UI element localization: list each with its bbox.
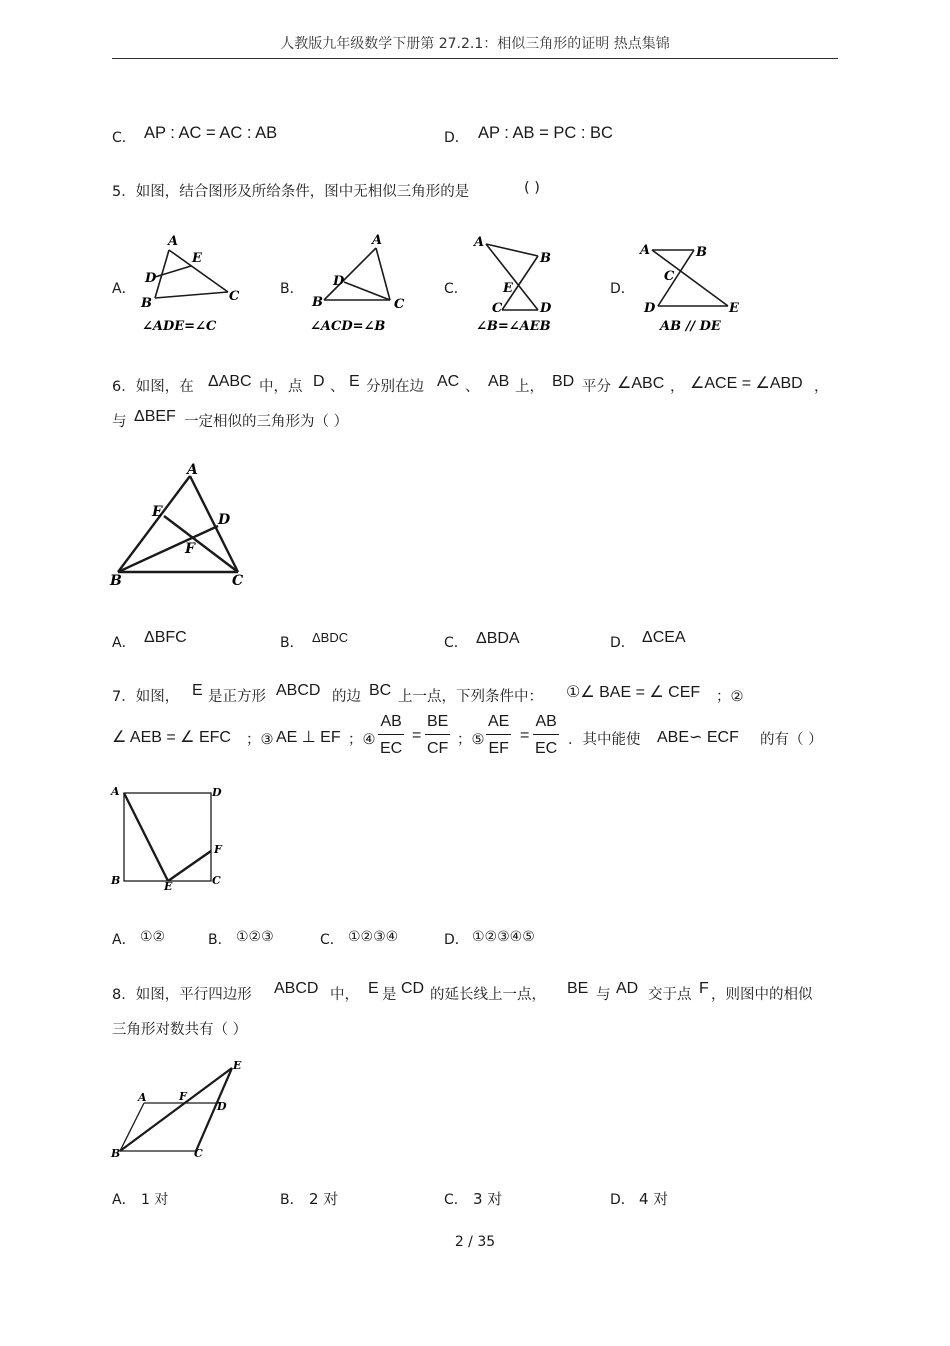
q6-option-b-text: ΔBDC [312, 630, 349, 645]
page-number: 2 / 35 [454, 1234, 496, 1250]
q7-option-c-text: ①②③④ [348, 929, 399, 945]
q7-stem-2: 是正方形 [208, 689, 266, 705]
q6-angle-condition: ∠ACE = ∠ABD [690, 375, 803, 392]
q5c-caption: ∠B=∠AEB [476, 319, 551, 334]
q6-label-d: D [218, 512, 231, 528]
q8-option-b-letter: B． [280, 1192, 304, 1208]
q5c-label-d: D [540, 301, 552, 316]
q7-frac2-denominator: CF [427, 740, 449, 757]
q8-label-c: C [194, 1147, 203, 1160]
q6-stem-4: 分别在边 [366, 379, 424, 395]
q6-stem-9: ， [814, 379, 829, 395]
q7-option-a-text: ①② [140, 929, 166, 945]
q5-option-b-letter: B． [280, 281, 304, 297]
q7-figure [108, 782, 228, 892]
q7-option-b-text: ①②③ [236, 929, 274, 945]
q4-option-d-letter: D． [444, 130, 469, 146]
q7-option-d-letter: D． [444, 932, 469, 948]
q5d-label-a: A [640, 243, 651, 258]
q8-stem-8: 三角形对数共有（ ） [112, 1022, 248, 1038]
q5c-label-a: A [474, 235, 485, 250]
header-rule [112, 58, 838, 59]
q6-stem-2: 中，点 [259, 379, 303, 395]
q8-label-a: A [138, 1091, 147, 1104]
q8-option-b-text: 2 对 [309, 1190, 339, 1208]
q6-option-c-letter: C． [444, 635, 468, 651]
q6-option-d-text: ΔCEA [642, 629, 686, 646]
q6-stem-11: 一定相似的三角形为（ ） [184, 414, 349, 430]
q7-sep-3: ；③ [246, 732, 274, 748]
q7-label-d: D [212, 786, 222, 799]
q7-option-c-letter: C． [320, 932, 344, 948]
q5d-label-d: D [644, 301, 656, 316]
q7-similar-triangles: ABE∽ ECF [657, 729, 739, 746]
q6-stem-3: 、 [330, 379, 345, 395]
q5-figure-d [636, 230, 746, 338]
q5a-label-e: E [192, 251, 202, 266]
q7-frac1-denominator: EC [380, 740, 403, 757]
q5c-label-e: E [503, 281, 513, 296]
q6-label-b: B [110, 573, 122, 589]
q7-condition-3: AE ⊥ EF [276, 729, 341, 746]
q7-option-a-letter: A． [112, 932, 136, 948]
q7-stem-1: 7．如图， [112, 689, 180, 705]
q8-option-a-text: 1 对 [141, 1192, 169, 1208]
q6-point-e: E [349, 373, 360, 390]
q7-sep-4: ；④ [348, 732, 376, 748]
q6-option-a-text: ΔBFC [144, 629, 187, 646]
q7-square-abcd: ABCD [276, 682, 321, 699]
q6-option-d-letter: D． [610, 635, 635, 651]
q5-figure-a [138, 230, 248, 338]
q4-option-d-text: AP : AB = PC : BC [478, 124, 613, 142]
q8-option-a-letter: A． [112, 1192, 136, 1208]
q7-sep-5: ；⑤ [457, 732, 485, 748]
q5a-caption: ∠ADE=∠C [142, 319, 217, 334]
q5c-label-b: B [540, 251, 551, 266]
q5a-label-c: C [229, 289, 240, 304]
q8-stem-7: ，则图中的相似 [711, 987, 813, 1003]
q8-side-ad: AD [616, 980, 639, 997]
q5a-label-b: B [141, 296, 152, 311]
q6-stem-8: ， [670, 379, 685, 395]
q7-frac4-denominator: EC [535, 740, 558, 757]
q7-condition-1: ①∠ BAE = ∠ CEF [566, 684, 701, 701]
q6-stem-7: 平分 [582, 379, 611, 395]
q7-option-b-letter: B． [208, 932, 232, 948]
q4-option-c-letter: C． [112, 130, 136, 146]
q7-label-e: E [164, 880, 173, 892]
q7-condition-2: ∠ AEB = ∠ EFC [112, 729, 231, 746]
q5d-label-b: B [696, 245, 707, 260]
q7-side-bc: BC [369, 682, 392, 699]
q8-stem-3: 是 [382, 987, 397, 1003]
q6-label-c: C [232, 573, 244, 589]
q5-option-a-letter: A． [112, 281, 136, 297]
q4-option-c-text: AP : AC = AC : AB [144, 124, 278, 142]
q7-equals-2: = [520, 727, 530, 744]
q7-stem-7: 的有（ ） [760, 732, 823, 748]
q5b-label-a: A [372, 233, 383, 248]
q6-stem-6: 上， [515, 379, 544, 395]
q7-frac2-numerator: BE [425, 712, 450, 735]
q7-stem-5: ；② [716, 689, 744, 705]
q5-answer-paren: ( ) [524, 180, 540, 196]
q8-stem-1: 8．如图，平行四边形 [112, 987, 252, 1003]
q6-stem-10: 与 [112, 414, 127, 430]
q6-label-f: F [185, 541, 195, 557]
q6-side-ac: AC [437, 373, 460, 390]
q7-fraction-be-cf [425, 712, 450, 759]
q6-segment-bd: BD [552, 373, 575, 390]
q6-side-ab: AB [488, 373, 510, 390]
q5a-label-d: D [145, 271, 157, 286]
q6-option-a-letter: A． [112, 635, 136, 651]
q7-option-d-text: ①②③④⑤ [472, 929, 535, 945]
q6-label-e: E [152, 504, 163, 520]
q8-label-b: B [111, 1147, 121, 1160]
q5c-label-c: C [492, 301, 503, 316]
q7-fraction-ae-ef [486, 712, 511, 759]
q8-option-d-text: 4 对 [639, 1190, 669, 1208]
q8-option-c-letter: C． [444, 1192, 468, 1208]
q5-option-d-letter: D． [610, 281, 635, 297]
q8-option-c-text: 3 对 [473, 1190, 503, 1208]
q8-label-d: D [217, 1100, 227, 1113]
q6-option-c-text: ΔBDA [476, 630, 520, 647]
q8-figure [108, 1056, 248, 1162]
q7-stem-3: 的边 [332, 689, 361, 705]
q5b-label-b: B [312, 295, 323, 310]
q6-angle-abc: ∠ABC [617, 375, 665, 392]
q6-triangle-abc: ΔABC [208, 373, 252, 390]
q8-option-d-letter: D． [610, 1192, 635, 1208]
q6-triangle-bef: ΔBEF [134, 408, 176, 425]
q8-side-cd: CD [401, 980, 425, 997]
q5a-label-a: A [168, 234, 179, 249]
q5-figure-b [306, 230, 416, 338]
q7-label-a: A [111, 785, 120, 798]
q7-stem-6: ．其中能使 [568, 732, 641, 748]
page-header-title: 人教版九年级数学下册第 27.2.1：相似三角形的证明 热点集锦 [280, 36, 670, 52]
q5-figure-c [470, 230, 580, 338]
q8-label-f: F [179, 1090, 187, 1103]
q7-frac4-numerator: AB [533, 712, 558, 735]
q8-stem-4: 的延长线上一点， [430, 987, 546, 1003]
q5d-caption: AB // DE [660, 319, 721, 334]
q5b-label-c: C [394, 297, 405, 312]
q7-frac3-numerator: AE [486, 712, 511, 735]
q8-point-f: F [699, 980, 709, 997]
q5-option-c-letter: C． [444, 281, 468, 297]
q8-label-e: E [233, 1059, 242, 1072]
q6-stem-5: 、 [465, 379, 480, 395]
q5b-label-d: D [333, 274, 345, 289]
q5b-caption: ∠ACD=∠B [310, 319, 386, 334]
q6-stem-1: 6．如图，在 [112, 379, 194, 395]
q5d-label-c: C [664, 269, 675, 284]
q6-label-a: A [187, 462, 198, 478]
q7-label-c: C [212, 874, 221, 887]
q7-stem-4: 上一点，下列条件中： [398, 689, 543, 705]
q7-frac3-denominator: EF [488, 740, 509, 757]
q7-equals-1: = [412, 727, 422, 744]
q7-frac1-numerator: AB [378, 712, 403, 735]
q5d-label-e: E [729, 301, 739, 316]
q8-stem-6: 交于点 [648, 987, 692, 1003]
q8-point-e: E [368, 980, 379, 997]
q8-segment-be: BE [567, 980, 589, 997]
q8-stem-5: 与 [596, 987, 611, 1003]
q6-figure [108, 460, 258, 592]
q6-option-b-letter: B． [280, 635, 304, 651]
q7-fraction-ab-ec [378, 712, 404, 759]
q8-parallelogram-abcd: ABCD [274, 980, 319, 997]
q5-stem: 5．如图，结合图形及所给条件，图中无相似三角形的是 [112, 184, 470, 200]
q8-stem-2: 中， [330, 987, 359, 1003]
q7-fraction-ab-ec-2 [533, 712, 559, 759]
q7-label-f: F [214, 843, 222, 856]
q6-point-d: D [313, 373, 325, 390]
q7-label-b: B [111, 874, 121, 887]
q7-point-e: E [192, 682, 203, 699]
